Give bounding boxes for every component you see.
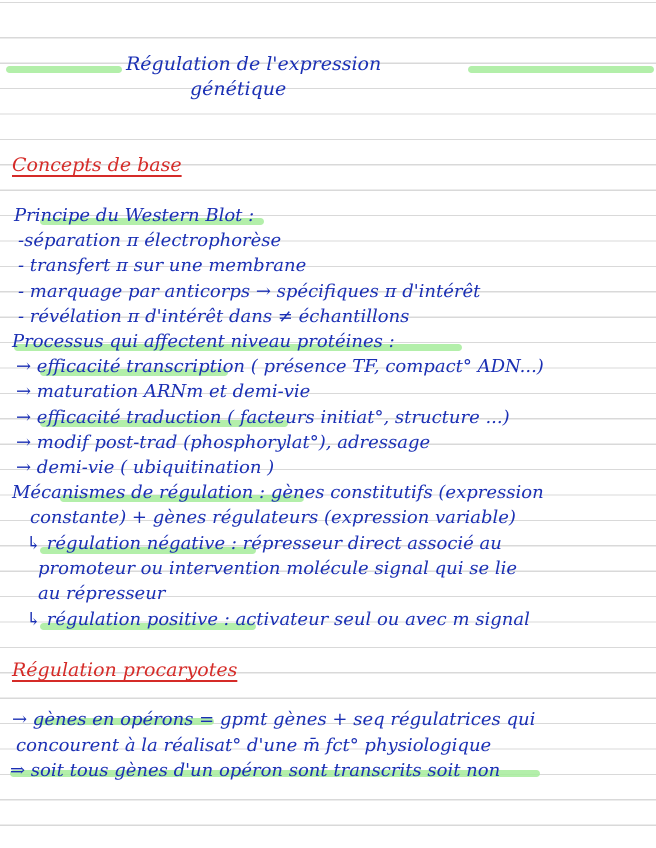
text-line: au répresseur (38, 583, 166, 604)
text-line: → gènes en opérons = gpmt gènes + seq régulatrices qui (12, 709, 536, 730)
section-heading-procaryotes: Régulation procaryotes (12, 659, 238, 681)
text-line: - marquage par anticorps → spécifiques π d'intérêt (18, 281, 481, 302)
text-line: -séparation π électrophorèse (18, 230, 282, 251)
text-line: → modif post-trad (phosphorylat°), adressage (16, 432, 431, 453)
text-line: → efficacité traduction ( facteurs initiat°, structure ...) (16, 407, 510, 428)
section-heading-concepts: Concepts de base (12, 154, 182, 176)
text-line: promoteur ou intervention molécule signal qui se lie (38, 558, 518, 579)
title-highlight-left (6, 66, 122, 73)
text-line: - transfert π sur une membrane (18, 255, 307, 276)
text-line: → maturation ARNm et demi-vie (16, 381, 311, 402)
text-line: → demi-vie ( ubiquitination ) (16, 457, 275, 478)
page-title-line-2: génétique (190, 78, 287, 100)
title-highlight-right (468, 66, 654, 73)
text-line: ↳ régulation positive : activateur seul ou avec m signal (26, 609, 530, 630)
text-line: Principe du Western Blot : (14, 205, 255, 226)
text-line: Mécanismes de régulation : gènes constitutifs (expression (12, 482, 544, 503)
text-line: ⇒ soit tous gènes d'un opéron sont transcrits soit non (10, 760, 501, 781)
text-line: - révélation π d'intérêt dans ≠ échantillons (18, 306, 410, 327)
text-line: → efficacité transcription ( présence TF, compact° ADN...) (16, 356, 544, 377)
text-line: ↳ régulation négative : répresseur direct associé au (26, 533, 502, 554)
page-title-line-1: Régulation de l'expression (126, 53, 382, 75)
text-line: constante) + gènes régulateurs (expression variable) (30, 507, 516, 528)
text-line: concourent à la réalisat° d'une m̄ fct° physiologique (16, 735, 492, 756)
text-line: Processus qui affectent niveau protéines : (12, 331, 395, 352)
